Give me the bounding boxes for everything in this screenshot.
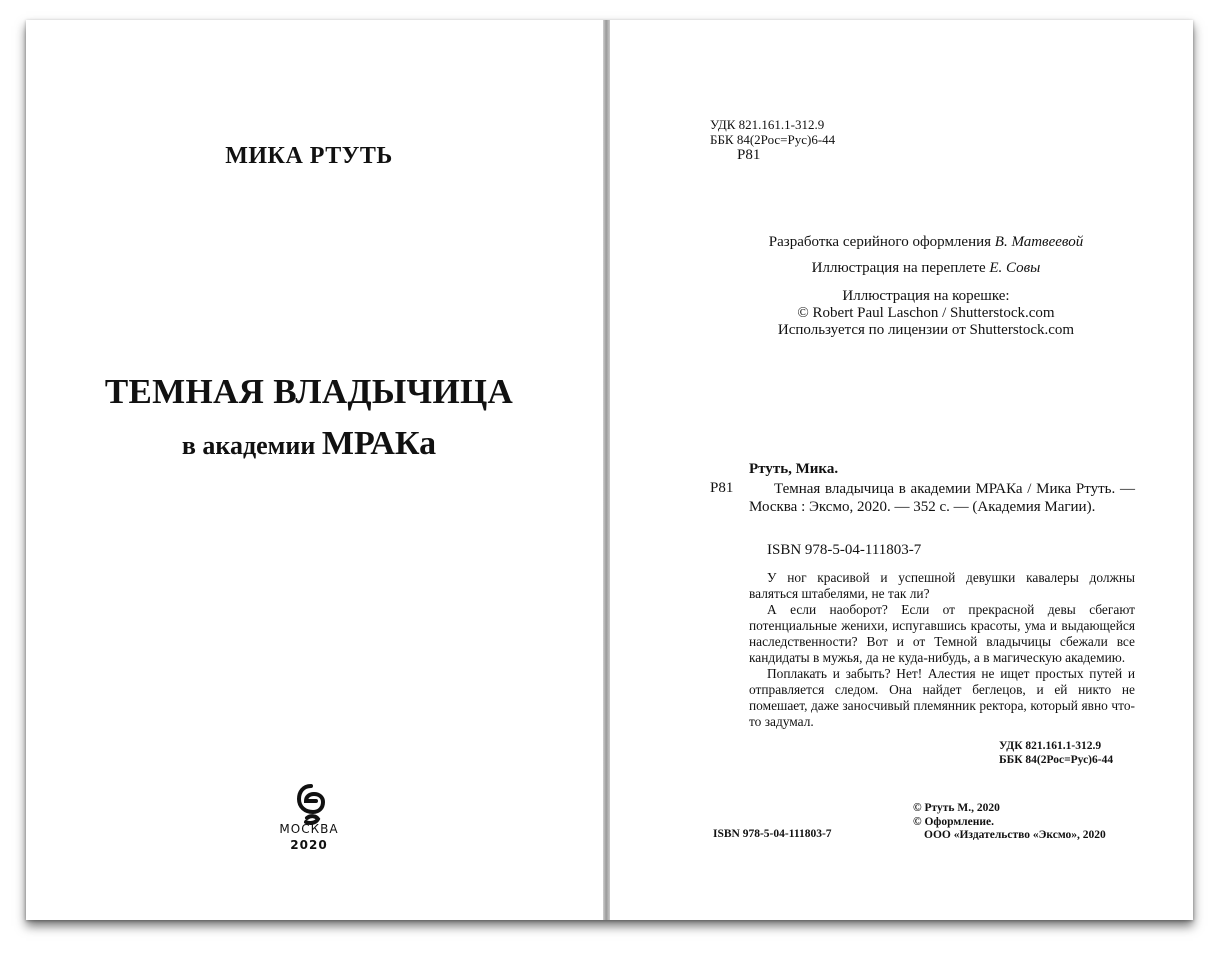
annotation-paragraph: А если наоборот? Если от прекрасной девы сбегают потенциальные женихи, испугавшись красоты, ума и выдающейся наследственности? Вот и от Темной владычицы сбежали все кандидаты в мужья, да не куда-нибудь, а в магическую академию.	[749, 602, 1135, 665]
footer-classification	[999, 739, 1113, 767]
book-title-line2	[26, 425, 592, 463]
cover-illustration-label: Иллюстрация на переплете	[811, 260, 990, 276]
record-code: Р81	[710, 480, 734, 496]
eksmo-logo-icon	[296, 782, 326, 826]
copyright-design: © Оформление.	[913, 815, 994, 828]
publisher-year: 2020	[290, 838, 328, 852]
book-title-line1: ТЕМНАЯ ВЛАДЫЧИЦА	[104, 372, 514, 411]
series-design-label: Разработка серийного оформления	[768, 234, 995, 250]
title-page	[26, 20, 603, 920]
udk-code: УДК 821.161.1-312.9	[710, 117, 825, 132]
spine-illustration-source: © Robert Paul Laschon / Shutterstock.com	[797, 305, 1055, 321]
publisher-city: МОСКВА	[279, 822, 339, 836]
classification-codes	[710, 117, 835, 147]
copyright-publisher: ООО «Издательство «Эксмо», 2020	[924, 829, 1106, 841]
cover-illustrator: Е. Совы	[989, 260, 1041, 276]
spine-illustration-license: Используется по лицензии от Shutterstock.com	[777, 322, 1075, 338]
index-code: Р81	[737, 147, 761, 163]
cover-illustration-credit	[730, 260, 1122, 277]
copyright-author: © Ртуть М., 2020	[913, 802, 1000, 814]
series-designer: В. Матвеевой	[994, 234, 1084, 250]
copyright-block	[913, 802, 1106, 843]
annotation-paragraph: У ног красивой и успешной девушки кавалеры должны валяться штабелями, не так ли?	[749, 570, 1135, 601]
title-emphasis: МРАКа	[321, 425, 437, 462]
author-name: МИКА РТУТЬ	[225, 143, 393, 169]
bbk-code: ББК 84(2Рос=Рус)6-44	[710, 132, 836, 147]
annotation-paragraph: Поплакать и забыть? Нет! Алестия не ищет простых путей и отправляется следом. Она найдет беглецов, и ей никто не помешает, даже заносчивый племянник ректора, который явно что-то задумал.	[749, 666, 1135, 729]
book-spine	[603, 20, 610, 920]
book-spread	[26, 20, 1193, 920]
spine-illustration-credit	[730, 288, 1122, 339]
annotation	[749, 570, 1135, 730]
series-design-credit	[730, 234, 1122, 251]
record-author: Ртуть, Мика.	[749, 461, 839, 477]
record-description: Темная владычица в академии МРАКа / Мика Ртуть. — Москва : Эксмо, 2020. — 352 с. — (Академия Магии).	[749, 481, 1135, 515]
record-isbn: ISBN 978-5-04-111803-7	[767, 542, 922, 558]
title-prefix: в академии	[181, 431, 322, 460]
footer-udk: УДК 821.161.1-312.9	[999, 740, 1102, 752]
footer-isbn: ISBN 978-5-04-111803-7	[713, 828, 832, 840]
spine-illustration-label: Иллюстрация на корешке:	[842, 288, 1010, 304]
imprint-page	[610, 20, 1193, 920]
footer-bbk: ББК 84(2Рос=Рус)6-44	[999, 754, 1114, 766]
